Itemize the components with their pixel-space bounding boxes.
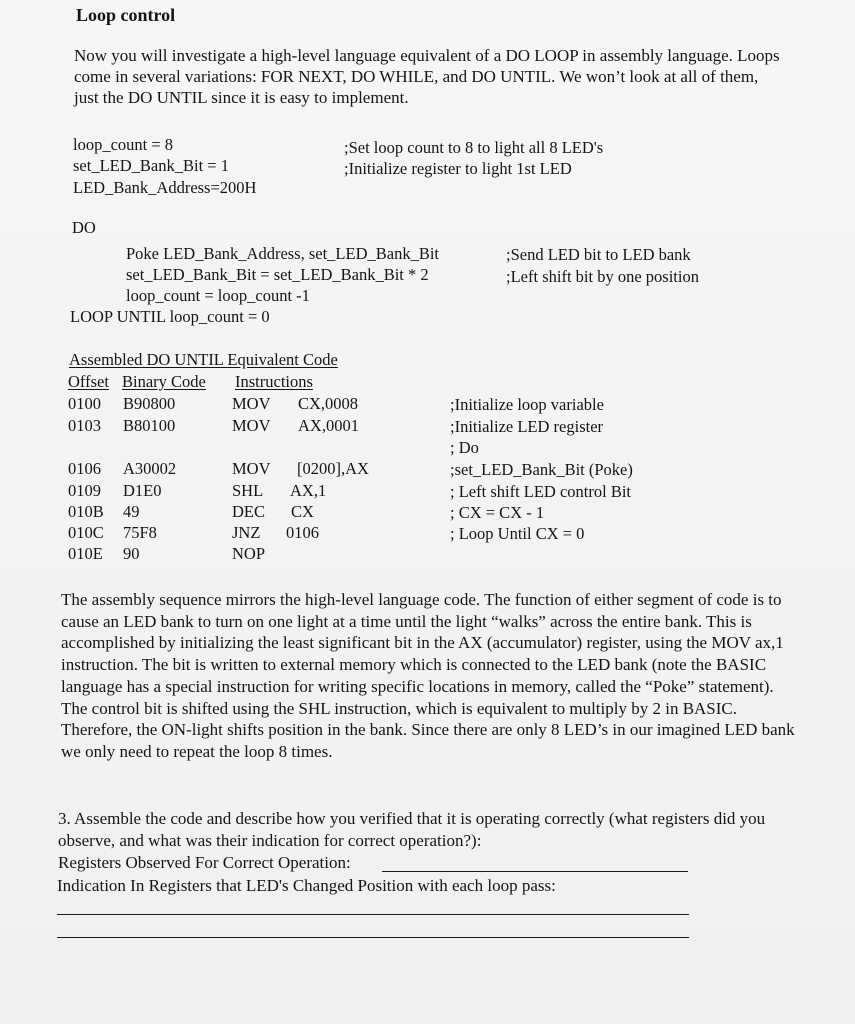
do-keyword: DO [72,218,96,237]
table-row-op: DEC [232,502,265,521]
table-row-offset: 010C [68,523,104,542]
table-row-offset: 010B [68,502,104,521]
question-3: 3. Assemble the code and describe how you verified that it is operating correctly (what registers did you observe, and what was their indication for correct operation?): [58,809,766,850]
table-row-op: NOP [232,544,266,563]
table-row-op: MOV [232,459,271,478]
table-row-op: MOV [232,416,271,435]
table-row-comment: ;Initialize LED register [450,417,604,436]
table-row-offset: 0109 [68,481,101,500]
table-row-operand: AX,0001 [298,416,359,435]
assembled-heading: Assembled DO UNTIL Equivalent Code [69,350,338,369]
table-row-binary: 75F8 [123,523,157,542]
explanation-paragraph: The assembly sequence mirrors the high-level language code. The function of either segment of code is to cause an LED bank to turn on one light at a time until the light “walks” across the entire bank. This is accomplished by initializing the least significant bit in the AX (accumulator) register, using the MOV ax,1 instruction. The bit is written to external memory which is connected to the LED bank (note the BASIC language has a special instruction for writing specific locations in memory, called the “Poke” statement). The control bit is shifted using the SHL instruction, which is equivalent to multiply by 2 in BASIC. Therefore, the ON-light shifts position in the bank. Since there are only 8 LED’s in our imagined LED bank we only need to repeat the loop 8 times. [61,590,795,761]
section-title: Loop control [76,5,176,25]
table-row-comment: ;Initialize loop variable [450,395,604,414]
table-row-offset: 0100 [68,394,101,413]
init-comment-line-1: ;Set loop count to 8 to light all 8 LED's [344,138,604,157]
registers-observed-label: Registers Observed For Correct Operation: [58,853,351,872]
header-offset: Offset [68,372,109,391]
init-comment-line-2: ;Initialize register to light 1st LED [344,159,572,178]
table-row-comment: ; Do [450,438,479,457]
init-code-line-1: loop_count = 8 [73,135,174,154]
table-row-binary: B80100 [123,416,176,435]
table-row-operand: AX,1 [290,481,327,500]
loop-until-line: LOOP UNTIL loop_count = 0 [70,307,270,326]
intro-paragraph: Now you will investigate a high-level language equivalent of a DO LOOP in assembly language. Loops come in several variations: FOR NEXT, DO WHILE, and DO UNTIL. We won’t look at all of them, just the DO UNTIL since it is easy to implement. [74,46,780,107]
table-row-comment: ; Loop Until CX = 0 [450,524,585,543]
table-row-operand: 0106 [286,523,319,542]
answer-line-1[interactable] [57,914,689,915]
led-change-indication-label: Indication In Registers that LED's Changed Position with each loop pass: [57,876,556,895]
table-row-comment: ; CX = CX - 1 [450,503,545,522]
do-body-line-3: loop_count = loop_count -1 [126,286,310,305]
table-row-binary: 90 [123,544,140,563]
table-row-offset: 0106 [68,459,101,478]
do-body-line-1: Poke LED_Bank_Address, set_LED_Bank_Bit [126,244,440,263]
table-row-comment: ;set_LED_Bank_Bit (Poke) [450,460,633,479]
do-body-line-2: set_LED_Bank_Bit = set_LED_Bank_Bit * 2 [126,265,429,284]
init-code-line-3: LED_Bank_Address=200H [73,178,257,197]
table-row-operand: CX,0008 [298,394,359,413]
do-body-comment-1: ;Send LED bit to LED bank [506,245,691,264]
table-row-op: SHL [232,481,264,500]
table-row-comment: ; Left shift LED control Bit [450,482,632,501]
answer-line-2[interactable] [57,937,689,938]
table-row-offset: 0103 [68,416,101,435]
do-body-comment-2: ;Left shift bit by one position [506,267,699,286]
table-row-operand: CX [291,502,314,521]
table-row-operand: [0200],AX [297,459,369,478]
table-row-binary: B90800 [123,394,176,413]
table-row-binary: 49 [123,502,140,521]
table-row-op: JNZ [232,523,261,542]
init-code-line-2: set_LED_Bank_Bit = 1 [73,156,229,175]
table-row-binary: D1E0 [123,481,162,500]
header-binary-code: Binary Code [122,372,206,391]
table-row-binary: A30002 [123,459,177,478]
table-row-offset: 010E [68,544,103,563]
registers-observed-answer-line[interactable] [382,871,688,872]
table-row-op: MOV [232,394,271,413]
header-instructions: Instructions [235,372,313,391]
